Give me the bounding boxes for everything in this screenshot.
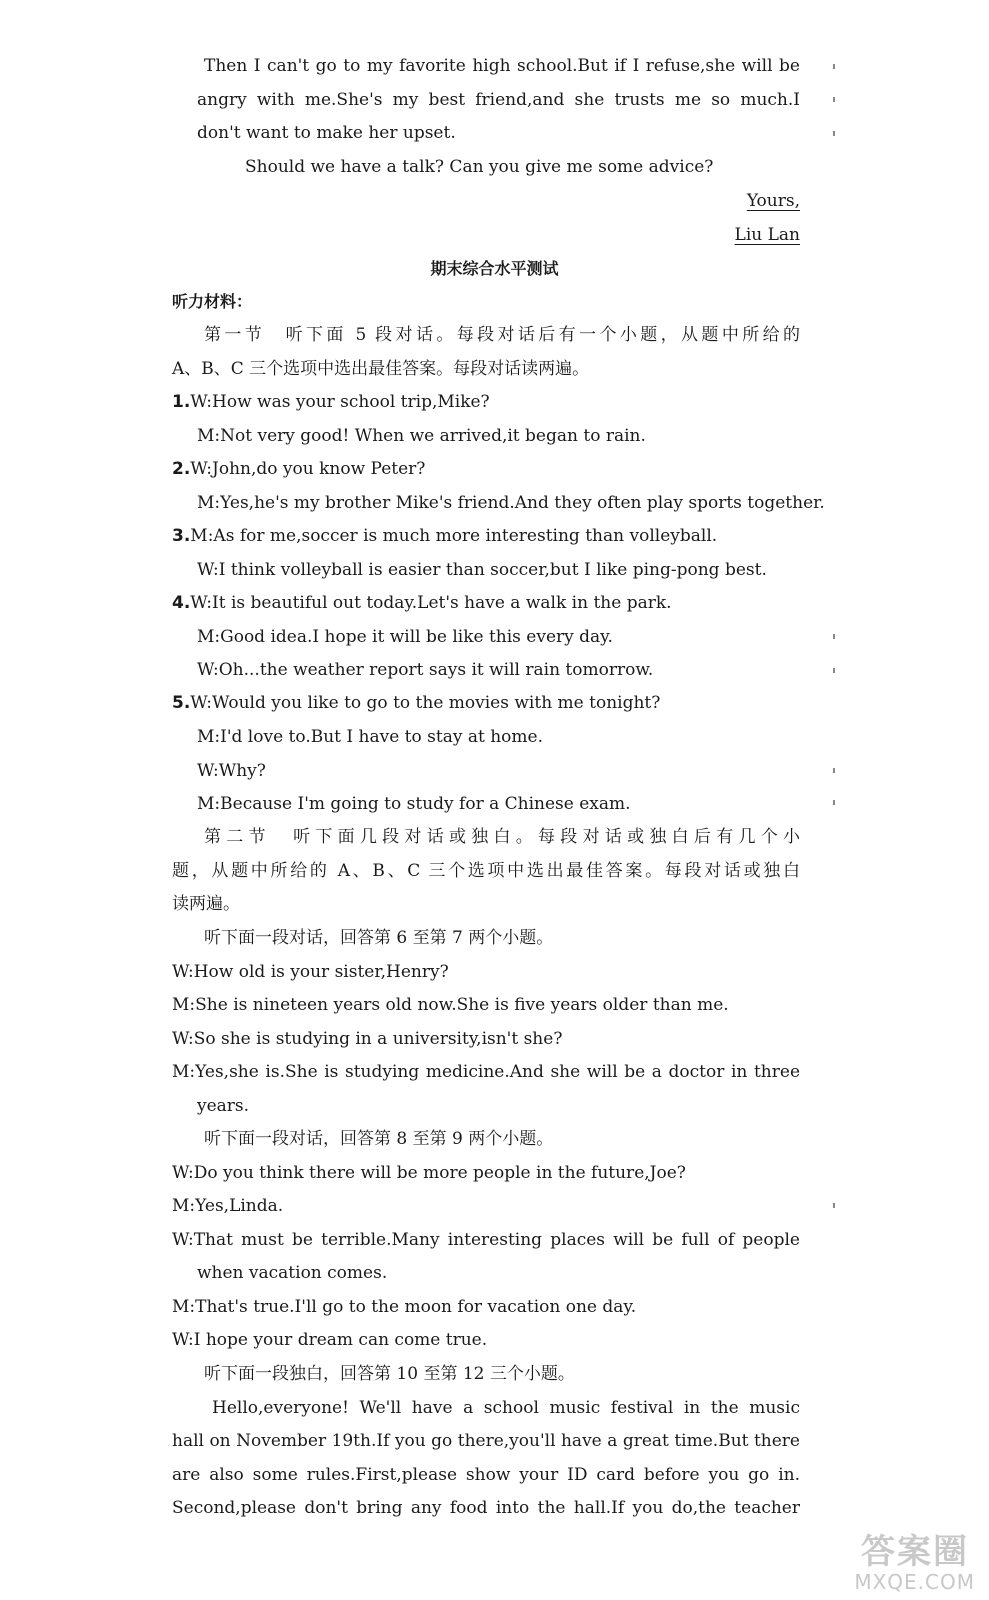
dialogue-line: W:Do you think there will be more people in the future,Joe? (172, 1163, 686, 1183)
part1-intro: 第一节 听下面 5 段对话。每段对话后有一个小题，从题中所给的 (204, 325, 800, 345)
monologue-line: Second,please don't bring any food into the hall.If you do,the teacher (172, 1498, 800, 1518)
dialogue-line: W:How old is your sister,Henry? (172, 962, 449, 982)
dialogue-line: 2.W:John,do you know Peter? (172, 459, 426, 479)
set-instruction: 听下面一段对话，回答第 8 至第 9 两个小题。 (204, 1129, 554, 1149)
margin-mark (833, 668, 835, 673)
margin-mark (833, 64, 835, 69)
monologue-line: hall on November 19th.If you go there,you'll have a great time.But there (172, 1431, 800, 1451)
margin-mark (833, 768, 835, 773)
dialogue-line: years. (197, 1096, 250, 1116)
dialogue-line: when vacation comes. (197, 1263, 388, 1283)
watermark (825, 1524, 975, 1594)
dialogue-line: W:Why? (197, 761, 266, 781)
margin-mark (833, 800, 835, 805)
dialogue-line: M:Not very good! When we arrived,it began to rain. (197, 426, 646, 446)
question-number: 3. (172, 526, 191, 546)
dialogue-line: W:That must be terrible.Many interesting places will be full of people (172, 1230, 800, 1250)
dialogue-line: M:Yes,Linda. (172, 1196, 284, 1216)
monologue-line: are also some rules.First,please show your ID card before you go in. (172, 1465, 800, 1485)
part2-intro: 第二节 听下面几段对话或独白。每段对话或独白后有几个小 (204, 827, 800, 847)
set-instruction: 听下面一段独白，回答第 10 至第 12 三个小题。 (204, 1364, 575, 1384)
watermark-url: MXQE.COM (854, 1570, 975, 1594)
dialogue-line: M:I'd love to.But I have to stay at home. (197, 727, 543, 747)
dialogue-line: 5.W:Would you like to go to the movies with me tonight? (172, 693, 661, 713)
question-number: 5. (172, 693, 191, 713)
dialogue-line: W:So she is studying in a university,isn't she? (172, 1029, 563, 1049)
margin-marks (833, 0, 839, 1600)
watermark-text: 答案圈 (861, 1532, 969, 1572)
margin-mark (833, 97, 835, 102)
letter-closing: Yours, (746, 191, 800, 211)
part1-intro: A、B、C 三个选项中选出最佳答案。每段对话读两遍。 (172, 359, 590, 379)
margin-mark (833, 1203, 835, 1208)
dialogue-line: M:That's true.I'll go to the moon for vacation one day. (172, 1297, 637, 1317)
dialogue-line: 1.W:How was your school trip,Mike? (172, 392, 490, 412)
margin-mark (833, 131, 835, 136)
letter-signature: Liu Lan (734, 225, 800, 245)
dialogue-line: 3.M:As for me,soccer is much more interesting than volleyball. (172, 526, 718, 546)
question-number: 2. (172, 459, 191, 479)
letter-line: don't want to make her upset. (197, 123, 456, 143)
set-instruction: 听下面一段对话，回答第 6 至第 7 两个小题。 (204, 928, 554, 948)
section-title: 期末综合水平测试 (430, 259, 559, 278)
listening-label: 听力材料： (172, 292, 253, 311)
question-number: 1. (172, 392, 191, 412)
dialogue-line: M:She is nineteen years old now.She is five years older than me. (172, 995, 729, 1015)
dialogue-line: W:Oh...the weather report says it will rain tomorrow. (197, 660, 654, 680)
dialogue-line: W:I think volleyball is easier than soccer,but I like ping-pong best. (197, 560, 767, 580)
monologue-line: Hello,everyone! We'll have a school music festival in the music (212, 1398, 800, 1418)
question-number: 4. (172, 593, 191, 613)
dialogue-line: 4.W:It is beautiful out today.Let's have a walk in the park. (172, 593, 672, 613)
part2-intro: 题，从题中所给的 A、B、C 三个选项中选出最佳答案。每段对话或独白 (172, 861, 800, 881)
dialogue-line: M:Yes,she is.She is studying medicine.And she will be a doctor in three (172, 1062, 800, 1082)
margin-mark (833, 634, 835, 639)
letter-line: angry with me.She's my best friend,and she trusts me so much.I (197, 90, 800, 110)
letter-paragraph: Should we have a talk? Can you give me some advice? (245, 157, 714, 177)
dialogue-line: M:Because I'm going to study for a Chinese exam. (197, 794, 631, 814)
letter-line: Then I can't go to my favorite high school.But if I refuse,she will be (204, 56, 800, 76)
part2-intro: 读两遍。 (172, 894, 240, 914)
dialogue-line: M:Yes,he's my brother Mike's friend.And they often play sports together. (197, 493, 825, 513)
dialogue-line: M:Good idea.I hope it will be like this every day. (197, 627, 613, 647)
dialogue-line: W:I hope your dream can come true. (172, 1330, 488, 1350)
